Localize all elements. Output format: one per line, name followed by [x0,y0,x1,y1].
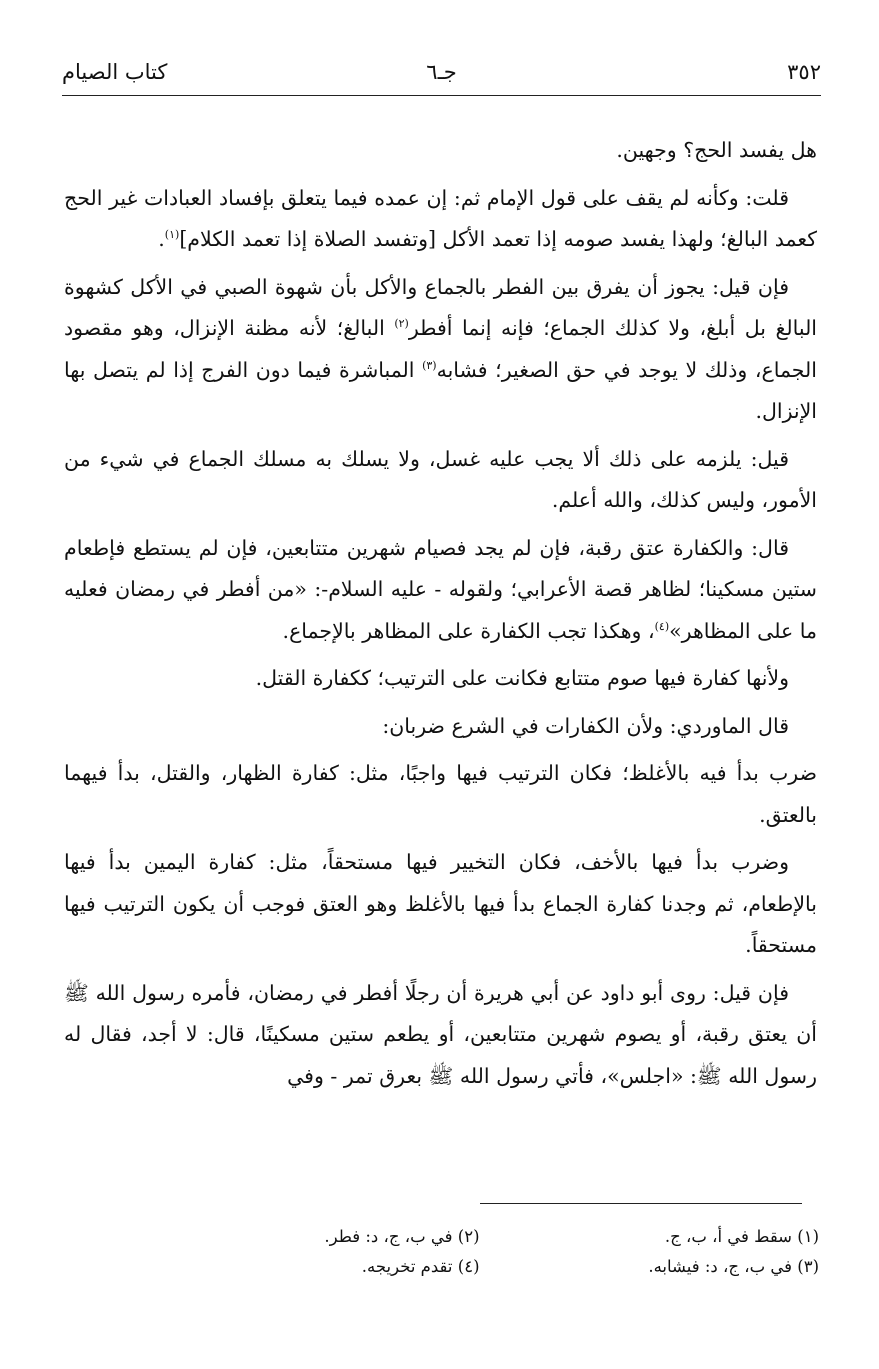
page-number: ٣٥٢ [787,60,821,84]
footnote: (٣) في ب، ج، د: فيشابه. [648,1257,819,1276]
footnote: (١) سقط في أ، ب، ج. [664,1227,819,1246]
paragraph: قال: والكفارة عتق رقبة، فإن لم يجد فصيام شهرين متتابعين، فإن لم يستطع فإطعام ستين مسكينا؛ لظاهر قصة الأعرابي؛ ولقوله - عليه السلام-: «من أفطر في رمضان فعليه ما على المظاهر»$^{(٤)}$، وهكذا تجب الكفارة على المظاهر بالإجماع. [64,535,817,643]
paragraph: فإن قيل: روى أبو داود عن أبي هريرة أن رجلًا أفطر في رمضان، فأمره رسول الله ﷺ أن يعتق رقبة، أو يصوم شهرين متتابعين، أو يطعم ستين مسكينًا، قال: لا أجد، فقال له رسول الله ﷺ: «اجلس»، فأتي رسول الله ﷺ بعرق تمر - وفي [64,980,817,1088]
book-title: كتاب الصيام [62,60,168,84]
footnotes [140,1222,819,1282]
paragraph: قال الماوردي: ولأن الكفارات في الشرع ضربان: [382,713,789,738]
running-header [62,60,821,96]
paragraph: وضرب بدأ فيها بالأخف، فكان التخيير فيها مستحقاً، مثل: كفارة اليمين بدأ فيها بالإطعام، ثم وجدنا كفارة الجماع بدأ فيها بالأغلظ وهو العتق فوجب أن يكون الترتيب فيها مستحقاً. [64,850,817,957]
main-text [64,130,817,1103]
footnote: (٢) في ب، ج، د: فطر. [324,1227,480,1246]
paragraph: قيل: يلزمه على ذلك ألا يجب عليه غسل، ولا يسلك به مسلك الجماع في شيء من الأمور، وليس كذلك، والله أعلم. [64,446,817,512]
footnote: (٤) تقدم تخريجه. [361,1257,480,1276]
footnote-ref: (١) [164,228,180,242]
paragraph: فإن قيل: يجوز أن يفرق بين الفطر بالجماع والأكل بأن شهوة الصبي في الأكل كشهوة البالغ بل أبلغ، ولا كذلك الجماع؛ فإنه إنما أفطر$^{(٢)}$ البالغ؛ لأنه مظنة الإنزال، وهو مقصود الجماع، وذلك لا يوجد في حق الصغير؛ فشابه$^{(٣)}$ المباشرة فيما دون الفرج إذا لم يتصل بها الإنزال. [64,274,818,423]
footnote-row [140,1252,819,1282]
footnote-row [140,1222,819,1252]
footnote-ref: (٢) [394,317,409,331]
paragraph: قلت: وكأنه لم يقف على قول الإمام ثم: إن عمده فيما يتعلق بإفساد العبادات غير الحج كعمد البالغ؛ ولهذا يفسد صومه إذا تعمد الأكل [وتفسد الصلاة إذا تعمد الكلام]$^{(١)}$. [64,185,817,251]
header-rule [62,95,821,96]
footnote-ref: (٣) [422,358,437,372]
volume-label: جـ٦ [426,60,457,84]
footnote-rule [480,1203,802,1204]
footnote-ref: (٤) [654,619,670,633]
paragraph: ولأنها كفارة فيها صوم متتابع فكانت على الترتيب؛ ككفارة القتل. [255,666,789,690]
paragraph: هل يفسد الحج؟ وجهين. [616,138,817,162]
paragraph: ضرب بدأ فيه بالأغلظ؛ فكان الترتيب فيها واجبًا، مثل: كفارة الظهار، والقتل، بدأ فيهما بالعتق. [64,761,817,827]
